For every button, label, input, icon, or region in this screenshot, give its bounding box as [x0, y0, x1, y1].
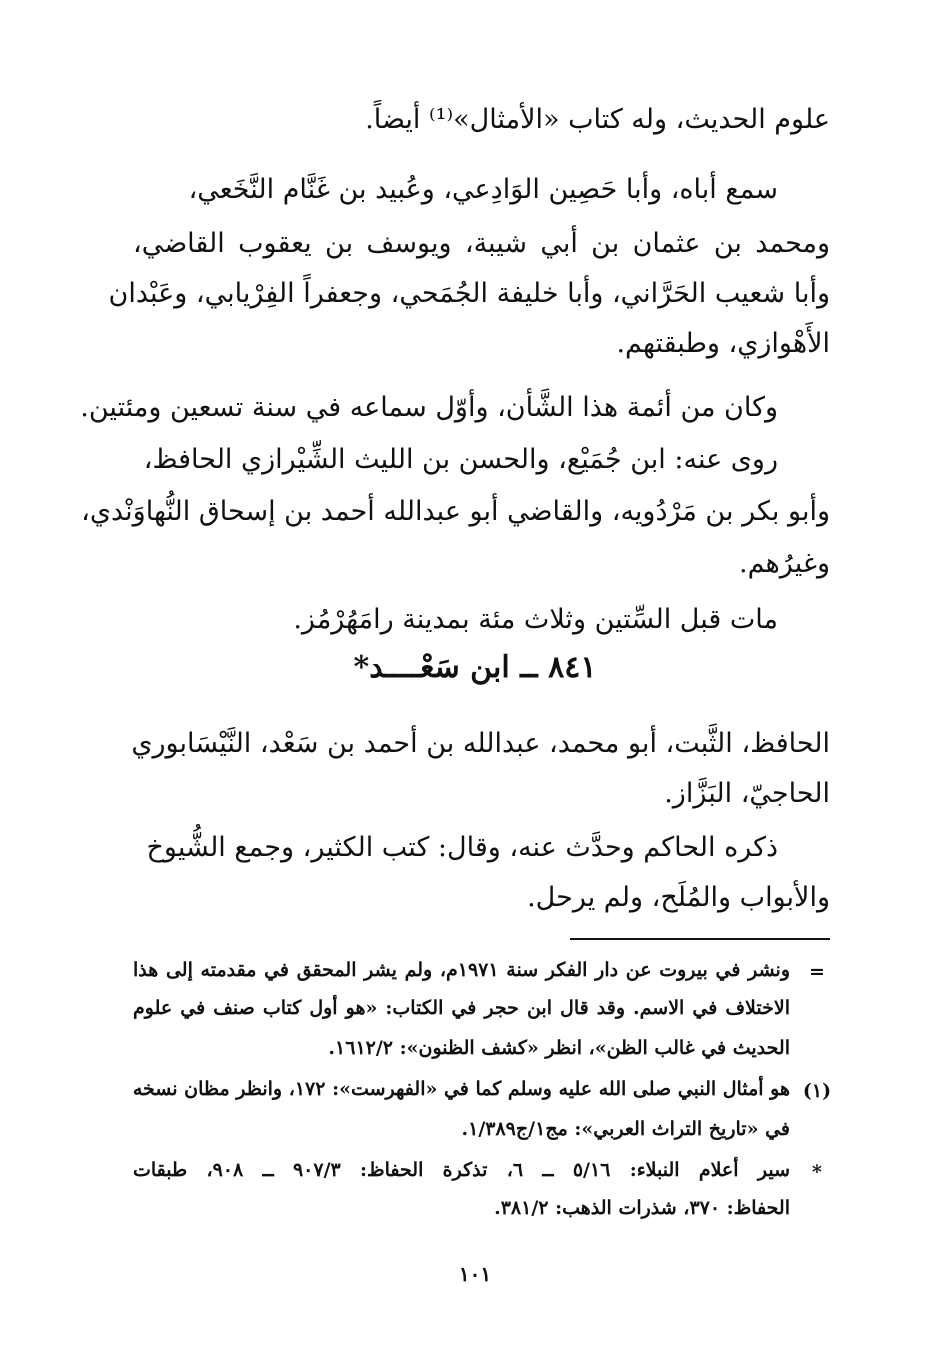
- footnote-1-marker: (١): [802, 1080, 832, 1102]
- entry-line-1: الحافظ، الثَّبت، أبو محمد، عبدالله بن أحمد بن سَعْد، النَّيْسَابوري: [131, 728, 830, 759]
- entry-heading: ٨٤١ ــ ابن سَعْــــد*: [353, 650, 597, 685]
- footnote-1-line-1: هو أمثال النبي صلى الله عليه وسلم كما في «الفهرست»: ١٧٢، وانظر مظان نسخه: [132, 1078, 790, 1100]
- footnote-continuation-line-1: ونشر في بيروت عن دار الفكر سنة ١٩٧١م، ولم يشر المحقق في مقدمته إلى هذا: [133, 959, 790, 981]
- body-line-10: مات قبل السِّتين وثلاث مئة بمدينة رامَهُرْمُز.: [293, 604, 778, 635]
- footnote-star-marker: *: [812, 1161, 822, 1183]
- footnote-separator: [570, 938, 830, 940]
- body-line-7: روى عنه: ابن جُمَيْع، والحسن بن الليث الشِّيْرازي الحافظ،: [143, 444, 778, 475]
- body-line-3: ومحمد بن عثمان بن أبي شيبة، ويوسف بن يعقوب القاضي،: [133, 228, 830, 259]
- body-line-8: وأبو بكر بن مَرْدُويه، والقاضي أبو عبدالله أحمد بن إسحاق النُّهاوَنْدي،: [81, 496, 830, 527]
- entry-line-3: ذكره الحاكم وحدَّث عنه، وقال: كتب الكثير، وجمع الشُّيوخ: [146, 832, 778, 863]
- entry-line-4: والأبواب والمُلَح، ولم يرحل.: [527, 882, 830, 913]
- body-line-2: سمع أباه، وأبا حَصِين الوَادِعي، وعُبيد بن غَنَّام النَّخَعي،: [188, 174, 778, 205]
- body-line-4: وأبا شعيب الحَرَّاني، وأبا خليفة الجُمَحي، وجعفراً الفِرْيابي، وعَبْدان: [108, 278, 830, 309]
- body-line-5: الأَهْوازي، وطبقتهم.: [616, 328, 830, 359]
- body-line-1: علوم الحديث، وله كتاب «الأمثال»⁽¹⁾ أيضاً.: [365, 104, 830, 135]
- footnote-continuation-line-2: الاختلاف في الاسم. وقد قال ابن حجر في الكتاب: «هو أول كتاب صنف في علوم: [133, 997, 790, 1019]
- footnote-continuation-marker: =: [809, 961, 825, 983]
- footnote-continuation-line-3: الحديث في غالب الظن»، انظر «كشف الظنون»: ١٦١٢/٢.: [328, 1037, 790, 1059]
- body-line-9: وغيرُهم.: [739, 548, 830, 579]
- page-number: ١٠١: [458, 1262, 492, 1286]
- footnote-star-line-1: سير أعلام النبلاء: ٥/١٦ ــ ٦، تذكرة الحفاظ: ٩٠٧/٣ ــ ٩٠٨، طبقات: [133, 1159, 790, 1181]
- entry-line-2: الحاجيّ، البَزَّاز.: [664, 778, 830, 809]
- body-line-6: وكان من أئمة هذا الشَّأن، وأوّل سماعه في سنة تسعين ومئتين.: [80, 392, 778, 423]
- footnote-star-line-2: الحفاظ: ٣٧٠، شذرات الذهب: ٣٨١/٢.: [494, 1197, 790, 1219]
- footnote-1-line-2: في «تاريخ التراث العربي»: مج١/ج١/٣٨٩.: [461, 1118, 790, 1140]
